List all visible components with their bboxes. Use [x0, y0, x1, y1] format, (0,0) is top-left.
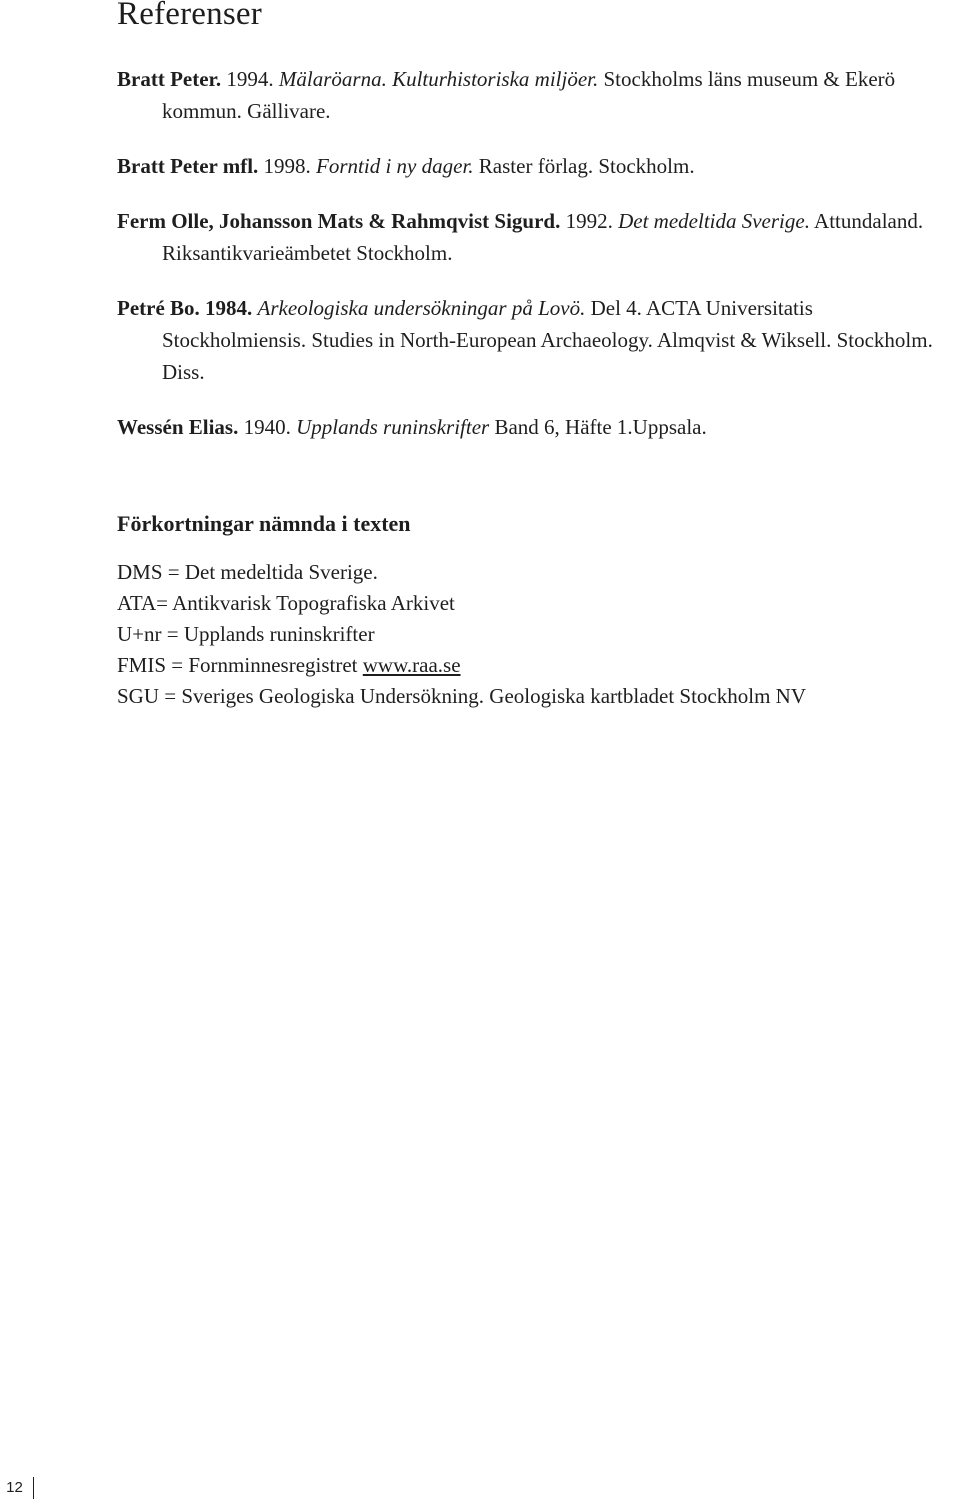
reference-title: Mälaröarna. Kulturhistoriska miljöer. [278, 67, 599, 91]
abbreviations-heading: Förkortningar nämnda i texten [117, 511, 411, 536]
fmis-label: FMIS = Fornminnesregistret [117, 653, 363, 677]
reference-author: Petré Bo. 1984. [117, 296, 253, 320]
reference-item [117, 292, 952, 388]
abbreviation-line: SGU = Sveriges Geologiska Undersökning. Geologiska kartbladet Stockholm NV [117, 684, 807, 708]
reference-title: Arkeologiska undersökningar på Lovö. [257, 296, 586, 320]
abbreviation-line [117, 650, 952, 681]
reference-year: 1992. [560, 209, 619, 233]
reference-title: Forntid i ny dager. [316, 154, 474, 178]
page-number: 12 [0, 1477, 34, 1499]
reference-details: Attundaland. Riksantikvarieämbetet Stockholm. [162, 209, 924, 265]
abbreviation-line: DMS = Det medeltida Sverige. [117, 560, 378, 584]
reference-details: Band 6, Häfte 1.Uppsala. [489, 415, 707, 439]
reference-details: Stockholms läns museum & Ekerö kommun. Gällivare. [162, 67, 896, 123]
abbreviation-line: ATA= Antikvarisk Topografiska Arkivet [117, 591, 455, 615]
page-title: Referenser [117, 0, 262, 32]
reference-item [117, 150, 952, 182]
reference-item [117, 63, 952, 127]
reference-author: Ferm Olle, Johansson Mats & Rahmqvist Sigurd. [117, 209, 561, 233]
reference-title: Det medeltida Sverige. [618, 209, 810, 233]
reference-author: Wessén Elias. [117, 415, 239, 439]
reference-author: Bratt Peter. [117, 67, 222, 91]
reference-details: Del 4. ACTA Universitatis Stockholmiensis. Studies in North-European Archaeology. Almqvist & Wiksell. Stockholm. Diss. [162, 296, 933, 384]
reference-year: 1994. [221, 67, 279, 91]
reference-author: Bratt Peter mfl. [117, 154, 259, 178]
reference-title: Upplands runinskrifter [296, 415, 490, 439]
reference-list [117, 63, 952, 466]
abbreviations-section [117, 508, 952, 712]
reference-year: 1998. [258, 154, 317, 178]
raa-link[interactable]: www.raa.se [362, 653, 461, 677]
reference-item [117, 411, 952, 443]
reference-year: 1940. [238, 415, 297, 439]
reference-details: Raster förlag. Stockholm. [473, 154, 695, 178]
abbreviation-line: U+nr = Upplands runinskrifter [117, 622, 375, 646]
reference-item [117, 205, 952, 269]
